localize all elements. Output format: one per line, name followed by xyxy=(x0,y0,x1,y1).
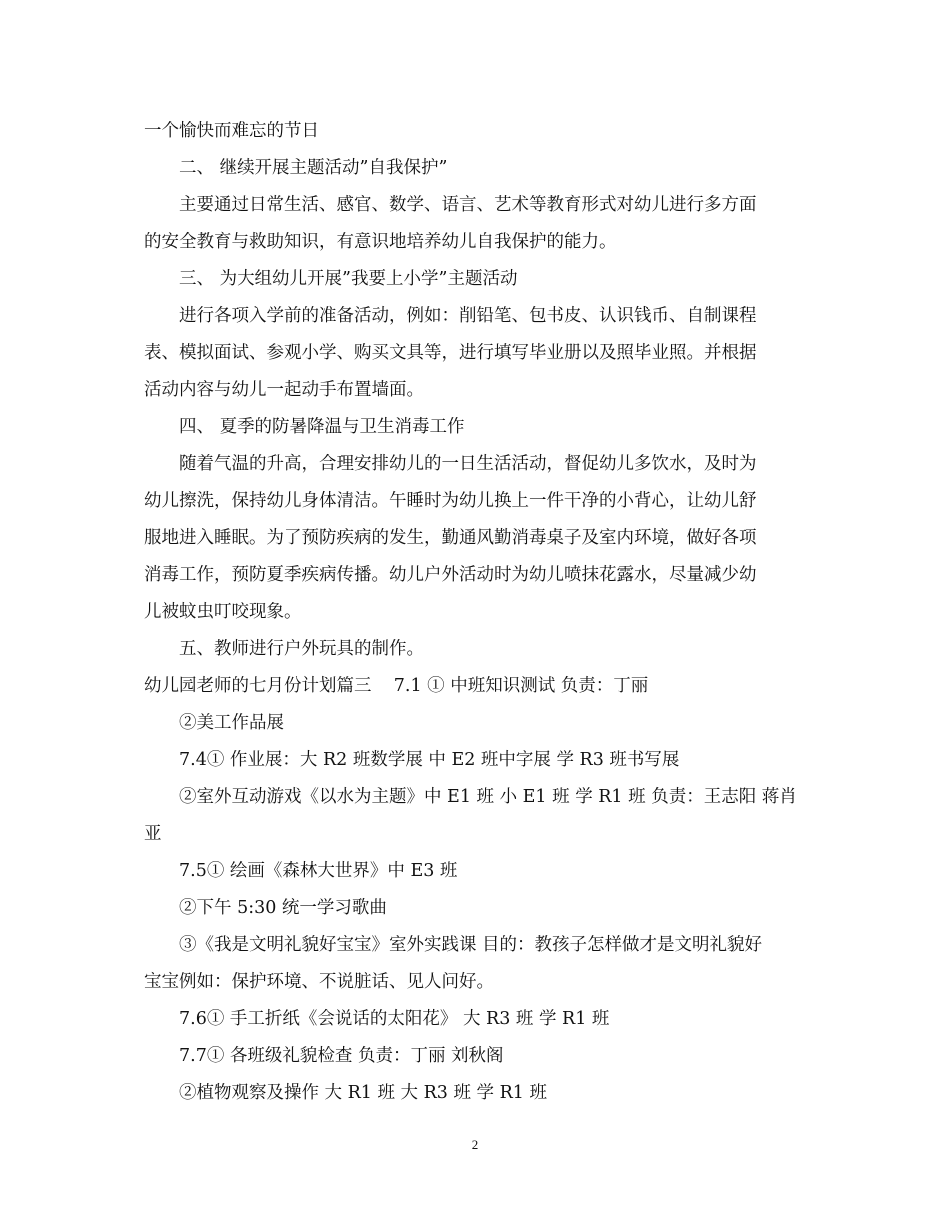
schedule-item: 7.4① 作业展：大 R2 班数学展 中 E2 班中字展 学 R3 班书写展 xyxy=(179,750,680,770)
schedule-item: ③《我是文明礼貌好宝宝》室外实践课 目的：教孩子怎样做才是文明礼貌好 xyxy=(179,935,763,955)
page-number: 2 xyxy=(471,1137,479,1152)
schedule-item: ②室外互动游戏《以水为主题》中 E1 班 小 E1 班 学 R1 班 负责：王志阳 蒋肖 xyxy=(179,787,797,807)
schedule-item: ②下午 5:30 统一学习歌曲 xyxy=(179,898,387,918)
section-heading: 五、教师进行户外玩具的制作。 xyxy=(179,639,424,659)
section-heading: 四、 夏季的防暑降温与卫生消毒工作 xyxy=(179,417,465,437)
paragraph-line: 随着气温的升高，合理安排幼儿的一日生活活动，督促幼儿多饮水，及时为 xyxy=(179,454,757,474)
paragraph-line: 儿被蚊虫叮咬现象。 xyxy=(144,602,302,622)
paragraph-line: 服地进入睡眠。为了预防疾病的发生，勤通风勤消毒桌子及室内环境，做好各项 xyxy=(144,528,757,548)
paragraph-line: 一个愉快而难忘的节日 xyxy=(144,121,319,141)
section-heading: 二、 继续开展主题活动”自我保护” xyxy=(179,158,448,178)
schedule-item: 7.7① 各班级礼貌检查 负责：丁丽 刘秋阁 xyxy=(179,1046,504,1066)
paragraph-line: 主要通过日常生活、感官、数学、语言、艺术等教育形式对幼儿进行多方面 xyxy=(179,195,757,215)
schedule-item: 7.6① 手工折纸《会说话的太阳花》 大 R3 班 学 R1 班 xyxy=(179,1009,610,1029)
document-body xyxy=(144,113,808,1112)
schedule-item-continuation: 亚 xyxy=(144,824,162,844)
schedule-title-line: 幼儿园老师的七月份计划篇三 7.1 ① 中班知识测试 负责：丁丽 xyxy=(144,676,649,696)
paragraph-line: 表、模拟面试、参观小学、购买文具等，进行填写毕业册以及照毕业照。并根据 xyxy=(144,343,757,363)
paragraph-line: 的安全教育与救助知识，有意识地培养幼儿自我保护的能力。 xyxy=(144,232,617,252)
paragraph-line: 幼儿擦洗，保持幼儿身体清洁。午睡时为幼儿换上一件干净的小背心，让幼儿舒 xyxy=(144,491,757,511)
schedule-item: ②美工作品展 xyxy=(179,713,284,733)
schedule-item: ②植物观察及操作 大 R1 班 大 R3 班 学 R1 班 xyxy=(179,1083,547,1103)
schedule-item: 7.5① 绘画《森林大世界》中 E3 班 xyxy=(179,861,458,881)
section-heading: 三、 为大组幼儿开展”我要上小学”主题活动 xyxy=(179,269,518,289)
paragraph-line: 进行各项入学前的准备活动，例如：削铅笔、包书皮、认识钱币、自制课程 xyxy=(179,306,757,326)
schedule-item-continuation: 宝宝例如：保护环境、不说脏话、见人问好。 xyxy=(144,972,494,992)
paragraph-line: 消毒工作，预防夏季疾病传播。幼儿户外活动时为幼儿喷抹花露水，尽量减少幼 xyxy=(144,565,757,585)
paragraph-line: 活动内容与幼儿一起动手布置墙面。 xyxy=(144,380,424,400)
